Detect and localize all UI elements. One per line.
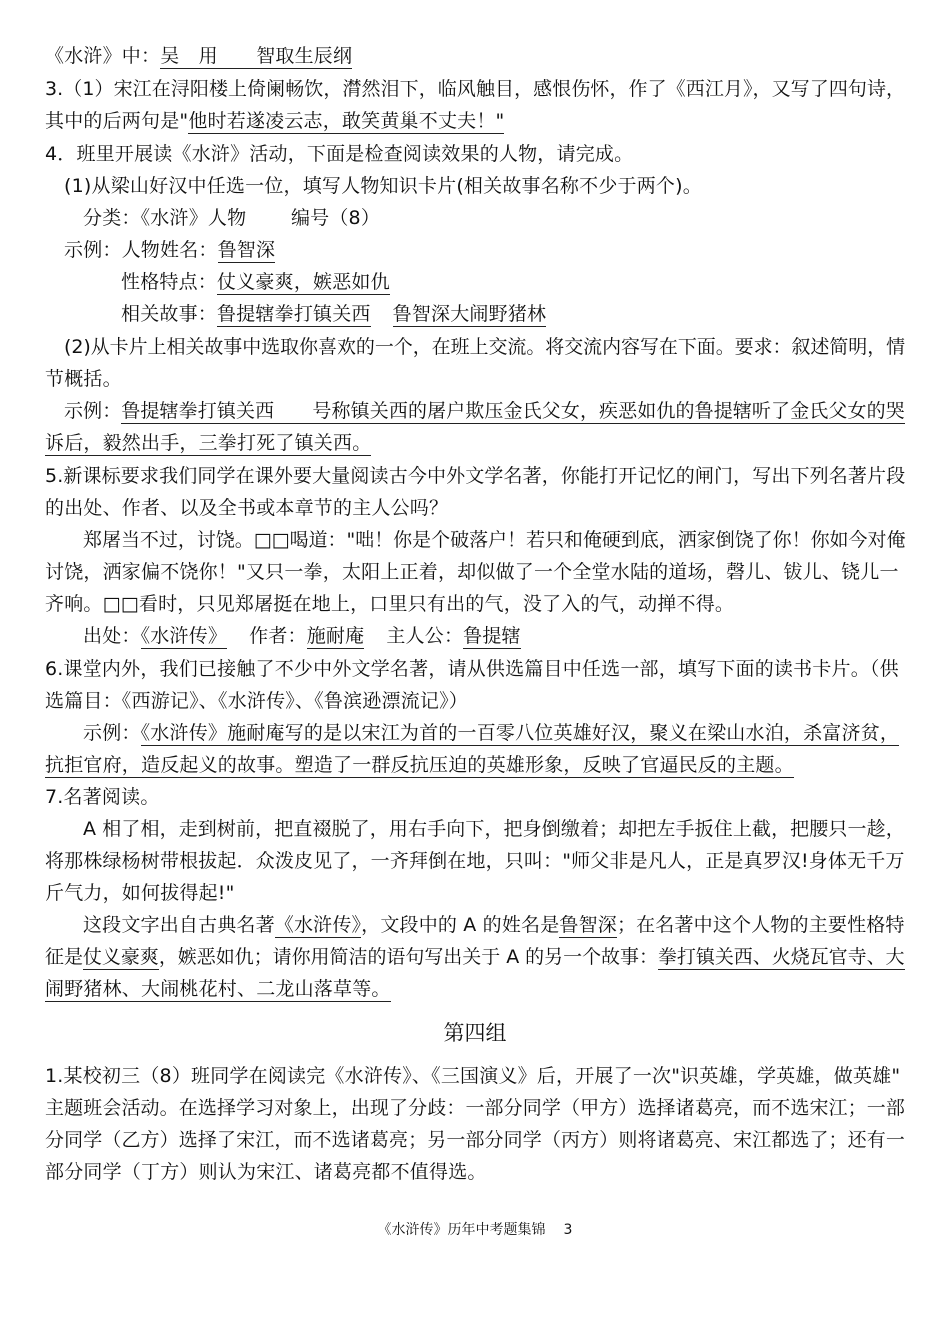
q3-line: 3.（1）宋江在浔阳楼上倚阑畅饮，潸然泪下，临风触目，感恨伤怀，作了《西江月》，又写了四句诗， [45, 78, 906, 100]
card-name [64, 236, 275, 264]
label: 示例：人物姓名： [64, 239, 218, 261]
answer-underline: 鲁提辖拳打镇关西 号称镇关西的屠户欺压金氏父女，疾恶如仇的鲁提辖听了金氏父女的哭 [121, 400, 905, 422]
answer-underline: 鲁智深 [217, 239, 276, 261]
page-number: 3 [563, 1222, 573, 1238]
answer-underline: 抗拒官府，造反起义的故事。塑造了一群反抗压迫的英雄形象，反映了官逼民反的主题。 [45, 754, 794, 776]
text: 其中的后两句是" [45, 110, 189, 132]
q6-line: 6.课堂内外，我们已接触了不少中外文学名著，请从供选篇目中任选一部，填写下面的读书卡片。（供 [45, 658, 899, 680]
q4-part2: (2)从卡片上相关故事中选取你喜欢的一个，在班上交流。将交流内容写在下面。要求：叙述简明，情 [64, 336, 906, 358]
card-story [121, 300, 546, 328]
example-line [45, 751, 794, 779]
label: 示例： [83, 722, 141, 744]
s4-q1-line: 部分同学（丁方）则认为宋江、诸葛亮都不值得选。 [45, 1161, 487, 1183]
q4-part1: (1)从梁山好汉中任选一位，填写人物知识卡片(相关故事名称不少于两个)。 [64, 175, 702, 197]
text: ，文段中的 A 的姓名是 [361, 914, 560, 936]
source-line [83, 622, 521, 650]
label: 主人公： [386, 625, 464, 647]
answer-underline: 拳打镇关西、火烧瓦官寺、大 [657, 946, 905, 968]
label: 作者： [249, 625, 307, 647]
answer-underline: 施耐庵 [306, 625, 365, 647]
label: 性格特点： [121, 271, 218, 293]
passage-line: 讨饶，洒家偏不饶你！"又只一拳，太阳上正着，却似做了一个全堂水陆的道场，磬儿、钹儿、铙儿一 [45, 561, 899, 583]
passage-line: 郑屠当不过，讨饶。□□喝道："咄！你是个破落户！若只和俺硬到底，洒家倒饶了你！你如今对俺 [83, 529, 906, 551]
passage-line: 斤气力，如何拔得起!" [45, 882, 235, 904]
example-line [45, 429, 371, 457]
answer-line [45, 975, 391, 1003]
s4-q1-line: 1.某校初三（8）班同学在阅读完《水浒传》、《三国演义》后，开展了一次"识英雄，学英雄，做英雄" [45, 1065, 901, 1087]
section-title: 第四组 [443, 1021, 507, 1045]
card-trait [121, 268, 390, 296]
answer-underline: 仗义豪爽，嫉恶如仇 [217, 271, 390, 293]
passage-line: A 相了相，走到树前，把直裰脱了，用右手向下，把身倒缴着；却把左手扳住上截，把腰只一趁， [83, 818, 905, 840]
q4-part2-cont: 节概括。 [45, 368, 122, 390]
q6-line: 选篇目：《西游记》、《水浒传》、《鲁滨逊漂流记》） [45, 690, 469, 712]
card-category: 分类：《水浒》人物 编号（8） [83, 207, 381, 229]
text: ，嫉恶如仇；请你用简洁的语句写出关于 A 的另一个故事： [158, 946, 658, 968]
text: 《水浒》中： [45, 45, 161, 67]
q5-line: 5.新课标要求我们同学在课外要大量阅读古今中外文学名著，你能打开记忆的闸门，写出下列名著片段 [45, 465, 906, 487]
answer-underline: 鲁提辖拳打镇关西 [217, 303, 371, 325]
text: 征是 [45, 946, 83, 968]
answer-underline: 《水浒传》施耐庵写的是以宋江为首的一百零八位英雄好汉，聚义在梁山水泊，杀富济贫， [140, 722, 900, 744]
answer-underline: 鲁智深 [559, 914, 617, 936]
q4-title: 4．班里开展读《水浒》活动，下面是检查阅读效果的人物，请完成。 [45, 143, 634, 165]
label: 相关故事： [121, 303, 218, 325]
answer-line [45, 943, 905, 971]
answer-line [83, 911, 905, 939]
answer-underline: 《水浒传》 [140, 625, 228, 647]
passage-line: 齐响。□□看时，只见郑屠挺在地上，口里只有出的气，没了入的气，动掸不得。 [45, 593, 735, 615]
q3-line [45, 107, 504, 135]
example-line [83, 719, 899, 747]
footer-title: 《水浒传》历年中考题集锦 [377, 1222, 546, 1238]
answer-underline: 他时若遂凌云志，敢笑黄巢不丈夫！" [188, 110, 505, 132]
answer-underline: 闹野猪林、大闹桃花村、二龙山落草等。 [45, 978, 391, 1000]
label: 出处： [83, 625, 141, 647]
example-line [64, 397, 905, 425]
answer-underline: 《水浒传》 [274, 914, 362, 936]
answer-underline: 吴 用 智取生辰纲 [160, 45, 353, 67]
s4-q1-line: 分同学（乙方）选择了宋江，而不选诸葛亮；另一部分同学（丙方）则将诸葛亮、宋江都选了；还有一 [45, 1129, 906, 1151]
s4-q1-line: 主题班会活动。在选择学习对象上，出现了分歧：一部分同学（甲方）选择诸葛亮，而不选宋江；一部 [45, 1097, 906, 1119]
answer-underline: 鲁智深大闹野猪林 [392, 303, 547, 325]
passage-line: 将那株绿杨树带根拔起．众泼皮见了，一齐拜倒在地，只叫："师父非是凡人，正是真罗汉!身体无千万 [45, 850, 905, 872]
text: ；在名著中这个人物的主要性格特 [616, 914, 905, 936]
answer-underline: 仗义豪爽 [82, 946, 159, 968]
label: 示例： [64, 400, 122, 422]
text: 这段文字出自古典名著 [83, 914, 275, 936]
page-footer [0, 1220, 950, 1240]
q7-title: 7.名著阅读。 [45, 786, 160, 808]
q-line [45, 42, 352, 70]
answer-underline: 鲁提辖 [463, 625, 521, 647]
q5-line: 的出处、作者、以及全书或本章节的主人公吗？ [45, 497, 449, 519]
answer-underline: 诉后，毅然出手，三拳打死了镇关西。 [45, 432, 372, 454]
